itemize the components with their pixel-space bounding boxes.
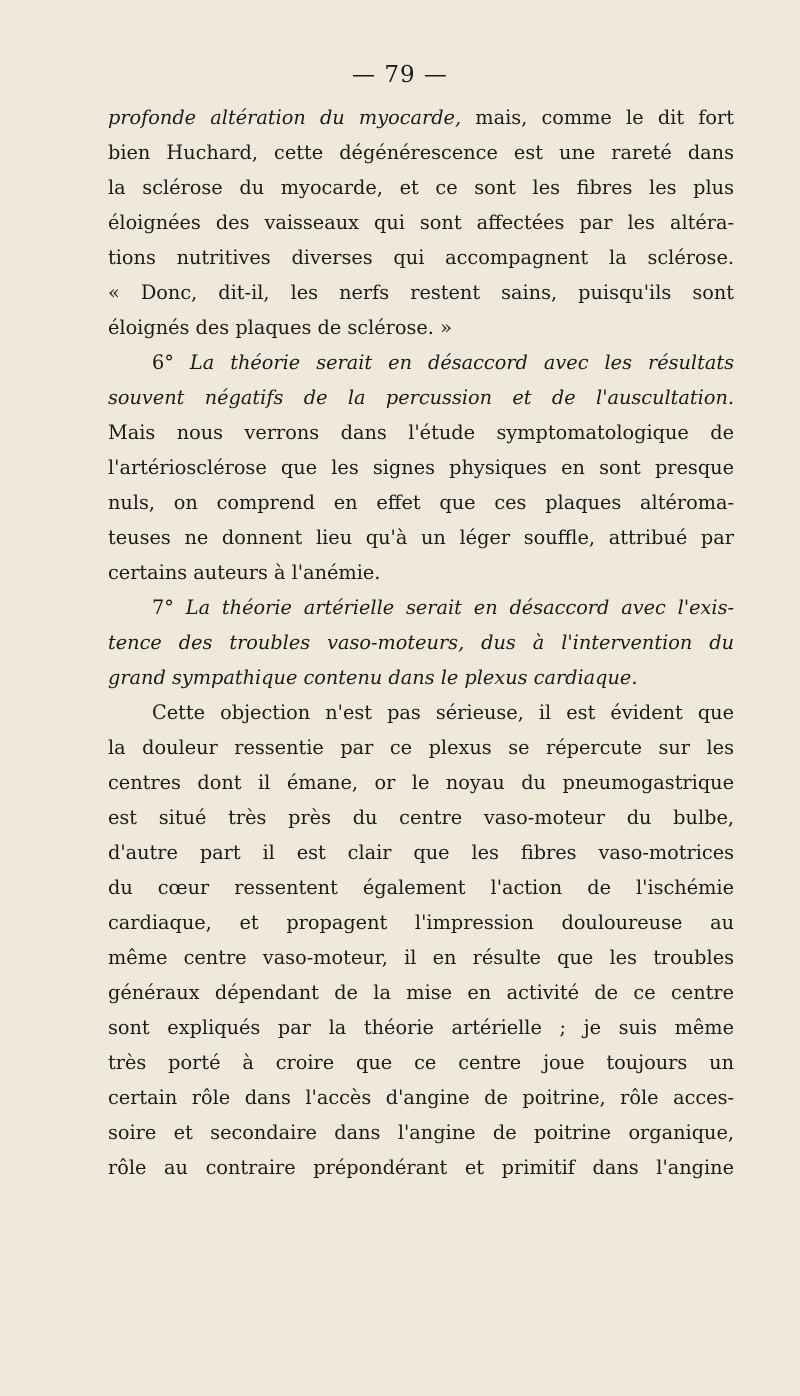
text-line (108, 240, 734, 275)
text-line (108, 730, 734, 765)
text-line (108, 310, 734, 345)
text-run: teuses ne donnent lieu qu'à un léger souffle, attribué par (108, 526, 734, 549)
text-line (108, 800, 734, 835)
text-run: éloignées des vaisseaux qui sont affectées par les altéra- (108, 211, 734, 234)
text-run: cardiaque, et propagent l'impression douloureuse au (108, 911, 734, 934)
text-run: 6° (152, 351, 190, 374)
text-line (108, 975, 734, 1010)
text-run: mais, comme le dit fort (461, 106, 734, 129)
italic-text: souvent négatifs de la percussion et de l'auscultation. (108, 386, 734, 409)
text-run: « Donc, dit-il, les nerfs restent sains, puisqu'ils sont (108, 281, 734, 304)
text-line (108, 380, 734, 415)
text-run: certains auteurs à l'anémie. (108, 561, 381, 584)
text-line (108, 695, 734, 730)
text-run: éloignés des plaques de sclérose. » (108, 316, 452, 339)
text-line (108, 450, 734, 485)
text-line (108, 590, 734, 625)
text-run: très porté à croire que ce centre joue toujours un (108, 1051, 734, 1074)
text-run: même centre vaso-moteur, il en résulte que les troubles (108, 946, 734, 969)
text-line (108, 485, 734, 520)
italic-text: tence des troubles vaso-moteurs, dus à l'intervention du (108, 631, 734, 654)
text-line (108, 1115, 734, 1150)
text-line (108, 1150, 734, 1185)
text-line (108, 100, 734, 135)
text-run: bien Huchard, cette dégénérescence est une rareté dans (108, 141, 734, 164)
text-run: Cette objection n'est pas sérieuse, il est évident que (152, 701, 734, 724)
text-line (108, 870, 734, 905)
text-line (108, 765, 734, 800)
text-run: est situé très près du centre vaso-moteur du bulbe, (108, 806, 734, 829)
text-run: nuls, on comprend en effet que ces plaques altéroma- (108, 491, 734, 514)
text-line (108, 1010, 734, 1045)
text-run: rôle au contraire prépondérant et primitif dans l'angine (108, 1156, 734, 1179)
text-line (108, 135, 734, 170)
italic-text: profonde altération du myocarde, (108, 106, 462, 129)
text-line (108, 940, 734, 975)
text-line (108, 415, 734, 450)
text-run: certain rôle dans l'accès d'angine de poitrine, rôle acces- (108, 1086, 734, 1109)
body-text (108, 100, 734, 1185)
text-run: la sclérose du myocarde, et ce sont les fibres les plus (108, 176, 734, 199)
text-line (108, 555, 734, 590)
text-line (108, 170, 734, 205)
text-run: généraux dépendant de la mise en activité de ce centre (108, 981, 734, 1004)
text-run: centres dont il émane, or le noyau du pneumogastrique (108, 771, 734, 794)
text-run: l'artériosclérose que les signes physiques en sont presque (108, 456, 734, 479)
text-run: sont expliqués par la théorie artérielle ; je suis même (108, 1016, 734, 1039)
text-line (108, 625, 734, 660)
italic-text: grand sympathique contenu dans le plexus cardiaque. (108, 666, 638, 689)
text-line (108, 1045, 734, 1080)
text-line (108, 520, 734, 555)
text-run: tions nutritives diverses qui accompagnent la sclérose. (108, 246, 734, 269)
text-line (108, 205, 734, 240)
text-run: la douleur ressentie par ce plexus se répercute sur les (108, 736, 734, 759)
text-run: soire et secondaire dans l'angine de poitrine organique, (108, 1121, 734, 1144)
text-run: d'autre part il est clair que les fibres vaso-motrices (108, 841, 734, 864)
text-line (108, 905, 734, 940)
page-number: — 79 — (352, 62, 448, 88)
text-run: 7° (152, 596, 186, 619)
text-line (108, 1080, 734, 1115)
italic-text: La théorie artérielle serait en désaccord avec l'exis- (185, 596, 734, 619)
text-line (108, 275, 734, 310)
text-run: du cœur ressentent également l'action de l'ischémie (108, 876, 734, 899)
italic-text: La théorie serait en désaccord avec les résultats (189, 351, 734, 374)
text-line (108, 345, 734, 380)
text-line (108, 660, 734, 695)
text-run: Mais nous verrons dans l'étude symptomatologique de (108, 421, 734, 444)
text-line (108, 835, 734, 870)
